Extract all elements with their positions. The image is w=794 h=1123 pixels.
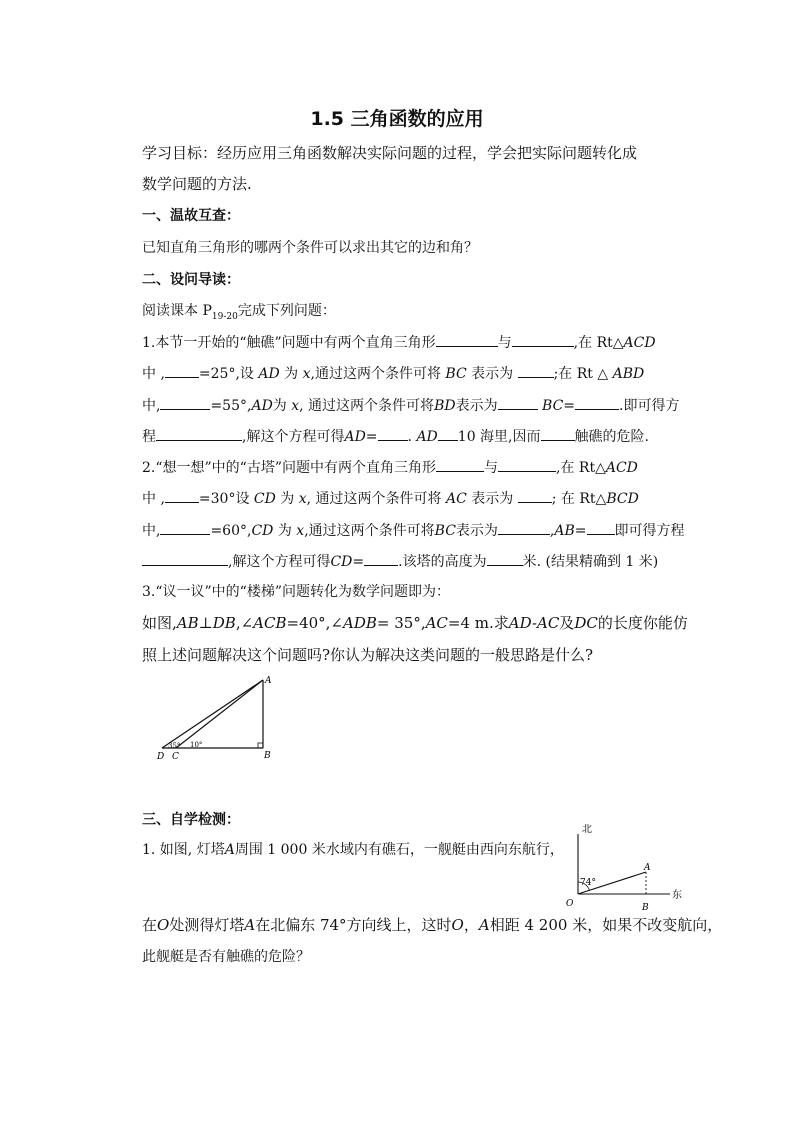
answer-blank[interactable] <box>541 426 575 441</box>
q3-text: 如图, <box>142 614 177 632</box>
objective-line-1: 学习目标：经历应用三角函数解决实际问题的过程，学会把实际问题转化成 <box>142 144 638 162</box>
label-north: 北 <box>582 824 592 835</box>
q1-text: , 通过这两个条件可将 <box>299 398 435 414</box>
q1-var: AD <box>344 429 366 445</box>
reading-instruction <box>142 301 336 327</box>
q3-intro: 3.“议一议”中的“楼梯”问题转化为数学问题即为： <box>142 584 450 600</box>
q1-text: .即可得方 <box>619 398 680 414</box>
label-b: B <box>642 903 649 913</box>
s3-text: 周围 1 000 米水域内有礁石，一舰艇由西向东航行， <box>234 842 564 858</box>
q1-line-3 <box>142 395 679 416</box>
s3-text: 在北偏东 74°方向线上，这时 <box>255 916 452 934</box>
s3-text: 相距 4 200 米，如果不改变航向， <box>489 916 723 934</box>
answer-blank[interactable] <box>498 395 538 410</box>
angle-label: 74° <box>580 878 596 888</box>
q2-text: ; 在 Rt△ <box>551 491 607 507</box>
answer-blank[interactable] <box>518 488 552 503</box>
answer-blank[interactable] <box>587 520 615 535</box>
q1-text: . <box>407 429 412 445</box>
label-d: D <box>157 752 165 762</box>
q2-text: 为 <box>277 523 292 539</box>
q2-text: 即可得方程 <box>614 523 685 539</box>
label-east: 东 <box>672 890 682 901</box>
q2-text: 表示为 <box>455 523 498 539</box>
q1-text: 表示为 <box>471 366 514 382</box>
q2-text: ,解这个方程可得 <box>228 554 331 570</box>
answer-blank[interactable] <box>364 551 398 566</box>
answer-blank[interactable] <box>518 363 554 378</box>
label-o: O <box>566 899 574 909</box>
q2-text: 2.“想一想”中的“古塔”问题中有两个直角三角形 <box>142 460 436 476</box>
q3-var: ACB <box>253 614 287 632</box>
section1-question: 已知直角三角形的哪两个条件可以求出其它的边和角？ <box>142 240 478 256</box>
side-ac <box>176 680 263 748</box>
q2-line-1 <box>142 457 638 478</box>
q1-text: ,解这个方程可得 <box>242 429 345 445</box>
q3-text: =4 m.求 <box>447 614 509 632</box>
q1-text: 为 <box>284 366 299 382</box>
answer-blank[interactable] <box>436 332 498 347</box>
q2-text: ,在 Rt△ <box>556 460 606 476</box>
q2-text: =60°, <box>210 523 252 539</box>
s3-line-3: 此舰艇是否有触礁的危险？ <box>142 949 310 965</box>
q2-text: , 通过这两个条件可将 <box>306 491 442 507</box>
q2-text: = <box>574 523 587 539</box>
s3-text: 在 <box>142 916 158 934</box>
q1-text: 表示为 <box>455 398 498 414</box>
q3-var: DC <box>574 614 598 632</box>
q1-text: =55°, <box>210 398 252 414</box>
answer-blank[interactable] <box>438 426 458 441</box>
q2-text: = <box>352 554 365 570</box>
q3-var: AB <box>176 614 199 632</box>
q1-text: 1.本节一开始的“触礁”问题中有两个直角三角形 <box>142 335 436 351</box>
answer-blank[interactable] <box>498 457 556 472</box>
answer-blank[interactable] <box>498 520 550 535</box>
q1-text: = <box>365 429 378 445</box>
stair-triangle-figure <box>150 672 280 772</box>
q3-var: DB <box>212 614 236 632</box>
q1-text: ,通过这两个条件可将 <box>310 366 441 382</box>
q1-text: = <box>563 398 576 414</box>
answer-blank[interactable] <box>436 457 484 472</box>
answer-blank[interactable] <box>487 551 523 566</box>
section2-heading: 二、设问导读： <box>142 272 240 288</box>
q1-text: 程 <box>142 429 156 445</box>
q3-line-1 <box>142 613 688 633</box>
q2-var: ACD <box>605 460 638 476</box>
q2-line-4 <box>142 551 658 572</box>
q3-var: AC <box>425 614 448 632</box>
q1-line-1 <box>142 332 656 353</box>
s3-text: ， <box>463 916 479 934</box>
q1-text: 与 <box>497 335 512 351</box>
q2-var: x <box>298 491 307 507</box>
q2-text: .该塔的高度为 <box>398 554 487 570</box>
q2-var: CD <box>251 523 274 539</box>
q1-line-4 <box>142 426 649 447</box>
q2-text: 米. (结果精确到 1 米) <box>522 554 659 570</box>
s3-var: O <box>157 916 170 934</box>
reading-pages: 19-20 <box>211 311 238 322</box>
q1-var: ABD <box>612 366 645 382</box>
section1-heading: 一、温故互查： <box>142 208 240 224</box>
answer-blank[interactable] <box>156 426 242 441</box>
q1-var: AD <box>258 366 280 382</box>
q3-text: ⊥ <box>198 614 213 632</box>
page-title: 1.5 三角函数的应用 <box>310 108 484 130</box>
q1-text: =25°,设 <box>198 366 254 382</box>
q2-line-3: 中, =60°,CD 为 x,通过这两个条件可将BC表示为 ,AB= 即可得方程 <box>142 520 685 541</box>
q2-text: 中 , <box>142 491 165 507</box>
q2-var: x <box>296 523 305 539</box>
q3-text: 及 <box>559 614 575 632</box>
q2-text: 为 <box>280 491 295 507</box>
q1-var: BC <box>445 366 467 382</box>
q1-line-2 <box>142 363 644 384</box>
answer-blank[interactable] <box>165 488 199 503</box>
s3-text: 1. 如图, 灯塔 <box>142 842 225 858</box>
answer-blank[interactable] <box>160 395 210 410</box>
q2-text: 表示为 <box>471 491 514 507</box>
label-a: A <box>265 676 272 686</box>
q2-var: CD <box>330 554 353 570</box>
q3-text: = 35°, <box>376 614 426 632</box>
q3-text: =40°,∠ <box>286 614 343 632</box>
reading-prefix: 阅读课本 P <box>142 303 212 319</box>
s3-line-1 <box>142 840 564 860</box>
q1-var: x <box>302 366 311 382</box>
s3-var: A <box>224 842 235 858</box>
q3-var: AD-AC <box>508 614 560 632</box>
q1-text: 触礁的危险. <box>574 429 649 445</box>
s3-var: A <box>244 916 256 934</box>
q2-text: 与 <box>484 460 498 476</box>
q1-var: ACD <box>623 335 656 351</box>
objective-line-2: 数学问题的方法. <box>142 175 252 193</box>
answer-blank[interactable] <box>378 426 408 441</box>
q1-var: BC <box>542 398 564 414</box>
q3-line-2: 照上述问题解决这个问题吗?你认为解决这类问题的一般思路是什么? <box>142 646 594 664</box>
answer-blank[interactable] <box>575 395 619 410</box>
label-b: B <box>264 751 271 761</box>
s3-line-2 <box>142 915 722 935</box>
q3-text: ,∠ <box>235 614 254 632</box>
answer-blank[interactable] <box>160 520 210 535</box>
q2-var: BCD <box>606 491 639 507</box>
q1-text: ,在 Rt△ <box>573 335 624 351</box>
q2-var: BC <box>434 523 456 539</box>
s3-text: 处测得灯塔 <box>169 916 245 934</box>
q1-var: BD <box>434 398 456 414</box>
label-c: C <box>172 752 179 762</box>
q3-text: 的长度你能仿 <box>597 614 688 632</box>
s3-var: O <box>451 916 464 934</box>
q2-text: ,通过这两个条件可将 <box>304 523 435 539</box>
q1-text: 10 海里,因而 <box>457 429 541 445</box>
section3-heading: 三、自学检测： <box>142 812 240 828</box>
q1-var: x <box>291 398 300 414</box>
angle-label-1: 35° <box>168 742 181 750</box>
reading-suffix: 完成下列问题： <box>237 303 336 319</box>
lighthouse-figure <box>560 824 690 916</box>
q1-text: ;在 Rt △ <box>553 366 609 382</box>
answer-blank[interactable] <box>165 363 199 378</box>
q2-text: =30°设 <box>198 491 250 507</box>
q1-text: 中 , <box>142 366 165 382</box>
q2-var: AB <box>554 523 575 539</box>
q1-text: 中, <box>142 398 161 414</box>
q2-var: AC <box>446 491 467 507</box>
answer-blank[interactable] <box>142 551 228 566</box>
answer-blank[interactable] <box>512 332 574 347</box>
q2-line-2 <box>142 488 639 509</box>
side-ad <box>162 680 263 748</box>
q1-text: 为 <box>272 398 287 414</box>
angle-label-2: 10° <box>190 741 203 749</box>
q2-text: 中, <box>142 523 161 539</box>
s3-var: A <box>478 916 490 934</box>
q3-var: ADB <box>343 614 377 632</box>
q1-var: AD <box>251 398 273 414</box>
q2-var: CD <box>253 491 276 507</box>
right-angle-mark <box>258 743 263 748</box>
label-a: A <box>644 863 651 873</box>
q1-var: AD <box>416 429 438 445</box>
